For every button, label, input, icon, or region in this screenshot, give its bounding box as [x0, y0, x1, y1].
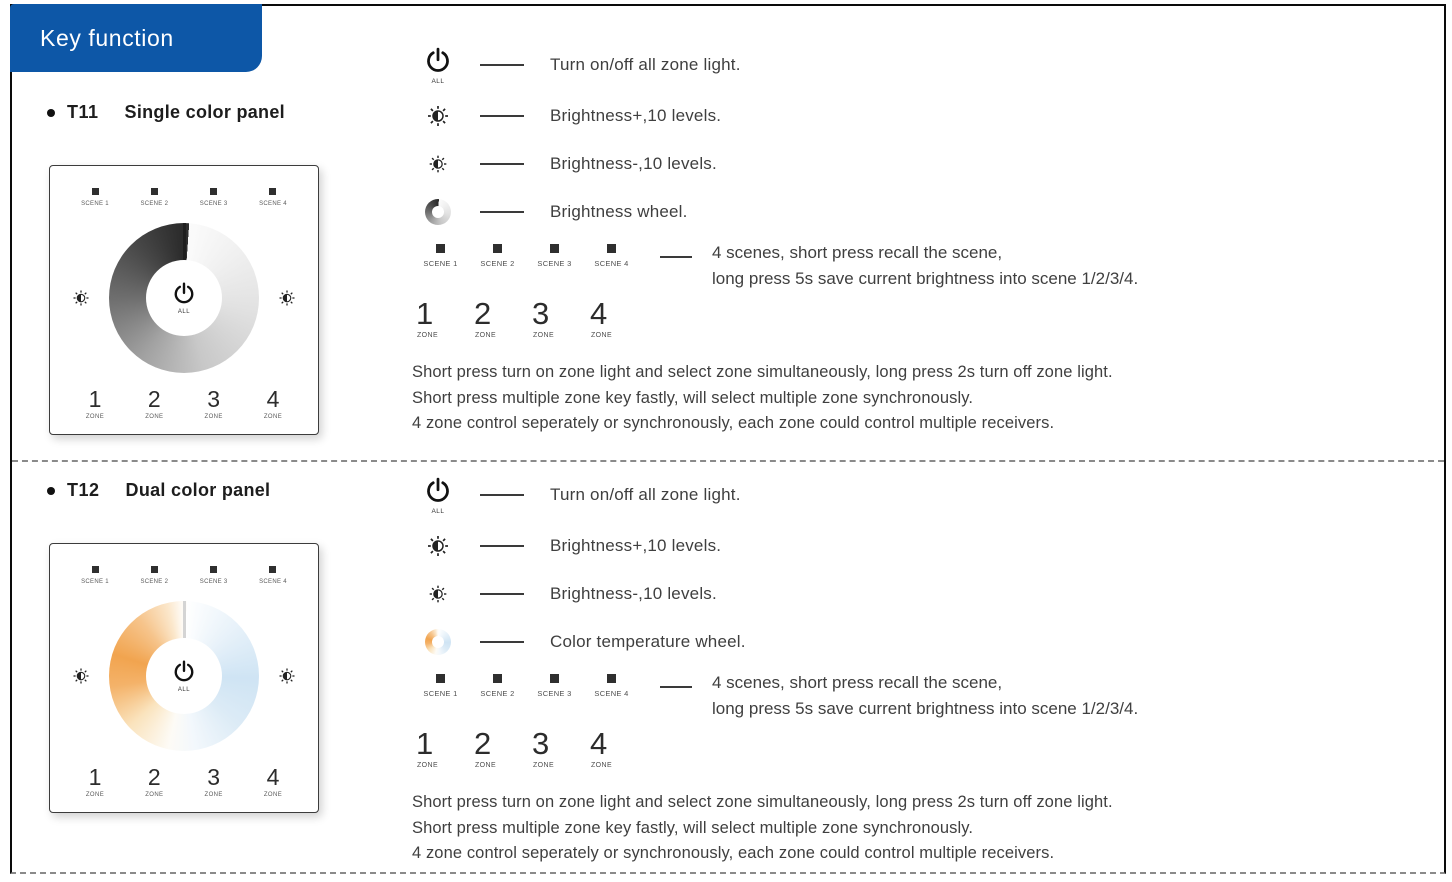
zone-number: 3: [532, 726, 550, 761]
zone2-icon: [474, 298, 532, 350]
page-title-badge: [10, 4, 262, 72]
scene3-icon: [526, 240, 583, 268]
zone-number: 4: [590, 296, 608, 331]
scene4-icon: [583, 670, 640, 698]
scene-note-line2: long press 5s save current brightness into scene 1/2/3/4.: [712, 699, 1139, 719]
function-row-brightness-minus: [412, 144, 1414, 184]
color-temperature-wheel-icon: [412, 629, 464, 655]
function-row-brightness-plus: [412, 96, 1414, 136]
zone3-icon: [532, 298, 590, 350]
scene-label: SCENE 3: [199, 201, 228, 207]
power-icon: [171, 281, 197, 307]
panel-scene2-button: [129, 188, 179, 207]
scene-label: SCENE 3: [537, 259, 572, 268]
function-text: Turn on/off all zone light.: [550, 485, 741, 504]
scene-function-text: [712, 670, 1138, 723]
zone-number: 1: [88, 386, 102, 412]
panel-zone4-button: [250, 388, 296, 420]
zone-number: 3: [207, 764, 221, 790]
scene-square-icon: [269, 566, 276, 573]
model-type: Single color panel: [124, 102, 285, 122]
zone-number: 2: [474, 726, 492, 761]
panel-scene3-button: [189, 188, 239, 207]
legend-dash: [480, 593, 524, 595]
panel-scene2-button: [129, 566, 179, 585]
zone-notes: [412, 790, 1414, 867]
note-line: Short press multiple zone key fastly, will select multiple zone synchronously.: [412, 818, 974, 837]
note-line: Short press multiple zone key fastly, will select multiple zone synchronously.: [412, 388, 974, 407]
section-t12: [12, 462, 1444, 866]
zone-number: 4: [266, 386, 280, 412]
panel-zone-row: [72, 388, 296, 420]
zone3-icon: [532, 728, 590, 780]
scene-label: SCENE 1: [81, 579, 109, 585]
bullet-icon: [47, 109, 55, 117]
brightness-increase-icon: [278, 667, 296, 685]
zone-notes: [412, 360, 1414, 437]
panel-scene1-button: [70, 188, 120, 207]
zone-label: ZONE: [417, 762, 439, 769]
panel-scene3-button: [189, 566, 239, 585]
scene2-icon: [469, 240, 526, 268]
scene-square-icon: [436, 674, 445, 683]
zone-label: ZONE: [85, 792, 105, 798]
zone-label: ZONE: [533, 762, 555, 769]
legend-dash: [660, 256, 692, 258]
wheel-notch: [183, 223, 186, 260]
zone-number: 3: [207, 386, 221, 412]
zone1-icon: [416, 728, 474, 780]
touch-panel-t12: [49, 543, 319, 813]
brightness-increase-icon: [278, 289, 296, 307]
zone-number: 2: [147, 386, 161, 412]
brightness-decrease-icon: [72, 289, 90, 307]
scene-square-icon: [493, 244, 502, 253]
scene-square-icon: [210, 188, 217, 195]
section-t11-left: [12, 6, 412, 460]
panel-scene4-button: [248, 188, 298, 207]
manual-page: [10, 4, 1446, 874]
scene-label: SCENE 4: [594, 689, 629, 698]
zone4-icon: [590, 728, 648, 780]
scene-square-icon: [210, 566, 217, 573]
all-label: ALL: [177, 309, 191, 315]
note-line: Short press turn on zone light and select zone simultaneously, long press 2s turn off zone light.: [412, 793, 1113, 811]
zone-buttons-group: [416, 728, 1414, 780]
scene-buttons-group: [412, 670, 640, 698]
brightness-minus-icon: [412, 154, 464, 174]
brightness-decrease-icon: [72, 667, 90, 685]
scene-note-line1: 4 scenes, short press recall the scene,: [712, 673, 1003, 692]
scene-label: SCENE 2: [480, 259, 515, 268]
legend-dash: [480, 494, 524, 496]
scene-label: SCENE 2: [140, 579, 169, 585]
power-icon: [171, 659, 197, 685]
legend-dash: [480, 641, 524, 643]
function-row-brightness-plus: [412, 526, 1414, 566]
scene3-icon: [526, 670, 583, 698]
scene-square-icon: [550, 674, 559, 683]
function-row-scenes: [412, 240, 1414, 294]
scene-square-icon: [550, 244, 559, 253]
panel-zone2-button: [131, 388, 177, 420]
note-line: 4 zone control seperately or synchronously, each zone could control multiple receivers.: [412, 844, 1055, 863]
panel-scene1-button: [70, 566, 120, 585]
scene1-icon: [412, 240, 469, 268]
function-row-power: [412, 42, 1414, 88]
legend-dash: [480, 64, 524, 66]
legend-dash: [480, 211, 524, 213]
panel-zone2-button: [131, 766, 177, 798]
section-title-t11: [47, 102, 412, 123]
panel-zone1-button: [72, 766, 118, 798]
legend-dash: [660, 686, 692, 688]
all-label: ALL: [431, 507, 445, 515]
zone-label: ZONE: [533, 332, 555, 339]
function-text: Brightness+,10 levels.: [550, 106, 722, 125]
legend-dash: [480, 115, 524, 117]
zone-number: 3: [532, 296, 550, 331]
scene-label: SCENE 3: [537, 689, 572, 698]
wheel-notch: [183, 601, 186, 638]
scene-label: SCENE 2: [480, 689, 515, 698]
zone-number: 1: [416, 296, 434, 331]
zone-label: ZONE: [145, 792, 164, 798]
wheel-center: [146, 638, 222, 714]
zone-label: ZONE: [475, 762, 497, 769]
zone-label: ZONE: [204, 414, 223, 420]
panel-zone4-button: [250, 766, 296, 798]
all-label: ALL: [177, 687, 191, 693]
scene-square-icon: [269, 188, 276, 195]
all-label: ALL: [431, 77, 445, 85]
scene-label: SCENE 4: [594, 259, 629, 268]
model-name: T11: [67, 102, 99, 122]
panel-zone3-button: [191, 766, 237, 798]
zone-label: ZONE: [145, 414, 164, 420]
scene-label: SCENE 4: [259, 201, 287, 207]
zone-number: 2: [147, 764, 161, 790]
scene-label: SCENE 1: [423, 689, 458, 698]
zone-label: ZONE: [263, 414, 283, 420]
scene-label: SCENE 4: [259, 579, 287, 585]
function-row-scenes: [412, 670, 1414, 724]
zone-label: ZONE: [204, 792, 223, 798]
scene-square-icon: [436, 244, 445, 253]
model-type: Dual color panel: [125, 480, 271, 500]
page-title: Key function: [40, 24, 174, 51]
scene-square-icon: [92, 188, 99, 195]
scene-function-text: [712, 240, 1138, 293]
function-row-power: [412, 472, 1414, 518]
scene-buttons-group: [412, 240, 640, 268]
zone-buttons-group: [416, 298, 1414, 350]
scene1-icon: [412, 670, 469, 698]
scene-label: SCENE 3: [199, 579, 228, 585]
scene-label: SCENE 2: [140, 201, 169, 207]
scene2-icon: [469, 670, 526, 698]
model-name: T12: [67, 480, 100, 500]
scene-square-icon: [493, 674, 502, 683]
zone-label: ZONE: [417, 332, 439, 339]
touch-panel-t11: [49, 165, 319, 435]
function-row-brightness-minus: [412, 574, 1414, 614]
scene-square-icon: [151, 566, 158, 573]
scene-note-line2: long press 5s save current brightness into scene 1/2/3/4.: [712, 269, 1139, 289]
zone-label: ZONE: [263, 792, 283, 798]
scene-square-icon: [151, 188, 158, 195]
note-line: Short press turn on zone light and select zone simultaneously, long press 2s turn off zone light.: [412, 363, 1113, 381]
scene-label: SCENE 1: [423, 259, 458, 268]
zone4-icon: [590, 298, 648, 350]
color-temperature-wheel: [109, 601, 259, 751]
panel-zone3-button: [191, 388, 237, 420]
panel-zone1-button: [72, 388, 118, 420]
function-text: Brightness wheel.: [550, 202, 688, 221]
section-title-t12: [47, 480, 412, 501]
section-t11: [12, 6, 1444, 462]
function-text: Turn on/off all zone light.: [550, 55, 741, 74]
panel-scene4-button: [248, 566, 298, 585]
power-all-icon: [412, 46, 464, 85]
zone-number: 1: [88, 764, 102, 790]
function-text: Brightness-,10 levels.: [550, 154, 717, 173]
brightness-wheel: [109, 223, 259, 373]
zone-number: 4: [266, 764, 280, 790]
scene4-icon: [583, 240, 640, 268]
section-t12-left: [12, 462, 412, 866]
section-t12-legend: [412, 462, 1444, 866]
scene-square-icon: [607, 244, 616, 253]
zone-label: ZONE: [591, 332, 613, 339]
function-row-wheel: [412, 192, 1414, 232]
zone-number: 4: [590, 726, 608, 761]
legend-dash: [480, 163, 524, 165]
function-text: Color temperature wheel.: [550, 632, 746, 651]
brightness-plus-icon: [412, 104, 464, 128]
zone-label: ZONE: [475, 332, 497, 339]
bullet-icon: [47, 487, 55, 495]
panel-scene-row: [70, 566, 298, 585]
zone-label: ZONE: [591, 762, 613, 769]
zone-number: 2: [474, 296, 492, 331]
note-line: 4 zone control seperately or synchronously, each zone could control multiple receivers.: [412, 414, 1055, 433]
panel-zone-row: [72, 766, 296, 798]
zone-label: ZONE: [85, 414, 105, 420]
scene-square-icon: [92, 566, 99, 573]
zone-number: 1: [416, 726, 434, 761]
brightness-wheel-icon: [412, 199, 464, 225]
scene-label: SCENE 1: [81, 201, 109, 207]
function-text: Brightness+,10 levels.: [550, 536, 722, 555]
zone1-icon: [416, 298, 474, 350]
function-row-wheel: [412, 622, 1414, 662]
brightness-minus-icon: [412, 584, 464, 604]
function-text: Brightness-,10 levels.: [550, 584, 717, 603]
wheel-center: [146, 260, 222, 336]
brightness-plus-icon: [412, 534, 464, 558]
power-all-icon: [412, 476, 464, 515]
legend-dash: [480, 545, 524, 547]
zone2-icon: [474, 728, 532, 780]
section-t11-legend: [412, 6, 1444, 460]
scene-square-icon: [607, 674, 616, 683]
scene-note-line1: 4 scenes, short press recall the scene,: [712, 243, 1003, 262]
panel-scene-row: [70, 188, 298, 207]
